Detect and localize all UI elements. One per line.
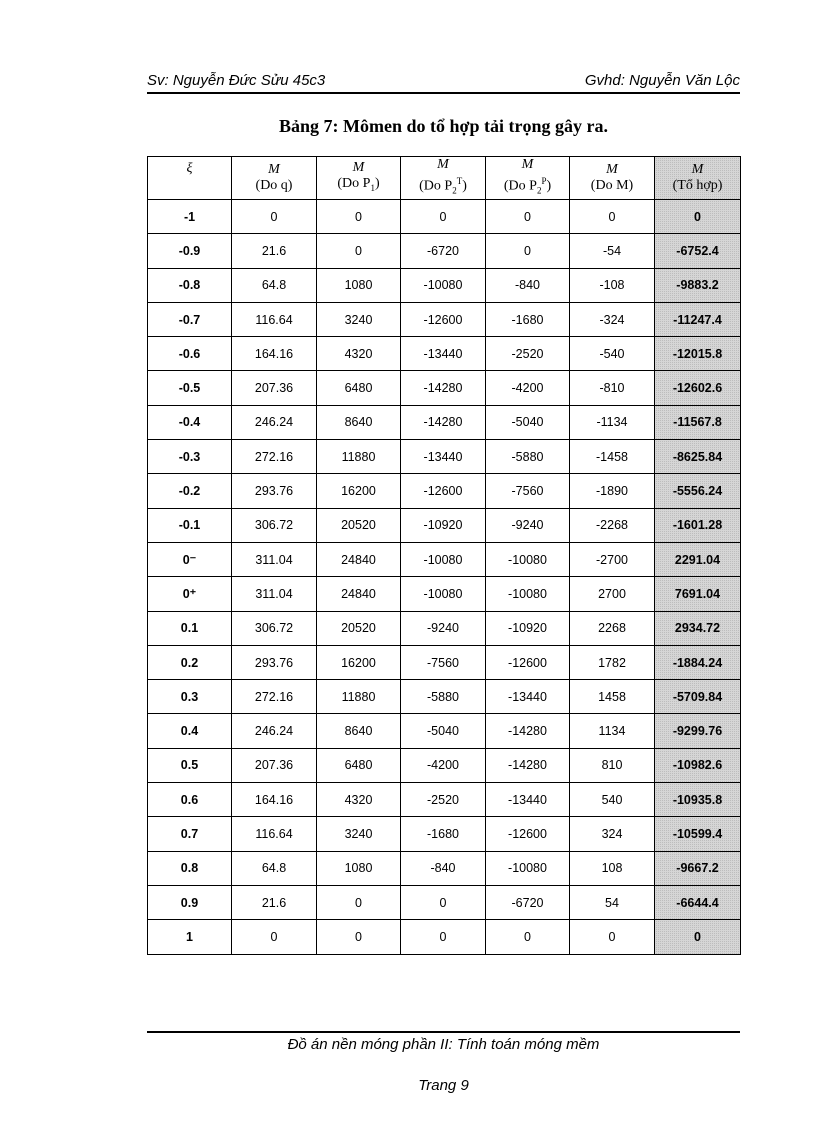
cell-p2p: -4200 (486, 371, 570, 405)
cell-p2t: -5880 (401, 680, 486, 714)
cell-p2p: -14280 (486, 714, 570, 748)
cell-combined: -11567.8 (655, 405, 741, 439)
col-label-sub: 1 (370, 182, 375, 193)
cell-combined: -12602.6 (655, 371, 741, 405)
cell-q: 246.24 (232, 714, 317, 748)
cell-xi: 0.2 (148, 645, 232, 679)
cell-m: -1134 (570, 405, 655, 439)
col-label-sub: 2 (452, 185, 457, 196)
col-label-pre: (Do P (503, 178, 537, 194)
footer-rule (147, 1031, 740, 1033)
cell-combined: 0 (655, 200, 741, 234)
col-header-p1 (317, 157, 401, 200)
cell-combined: -1884.24 (655, 645, 741, 679)
table-row (148, 405, 741, 439)
cell-combined: 7691.04 (655, 577, 741, 611)
cell-p2t: -10080 (401, 268, 486, 302)
col-symbol: M (352, 160, 365, 176)
cell-q: 164.16 (232, 337, 317, 371)
cell-p1: 3240 (317, 817, 401, 851)
cell-m: 540 (570, 783, 655, 817)
cell-p2p: -13440 (486, 680, 570, 714)
cell-p2p: -12600 (486, 645, 570, 679)
cell-m: 810 (570, 748, 655, 782)
table-row (148, 577, 741, 611)
col-label: (Do M) (590, 178, 634, 193)
cell-xi: 0.7 (148, 817, 232, 851)
cell-p1: 11880 (317, 440, 401, 474)
table-row (148, 542, 741, 576)
table-row (148, 234, 741, 268)
cell-p2p: -10920 (486, 611, 570, 645)
cell-combined: -6752.4 (655, 234, 741, 268)
cell-p2t: -10080 (401, 577, 486, 611)
cell-p2p: -10080 (486, 577, 570, 611)
cell-xi: -0.8 (148, 268, 232, 302)
cell-m: 0 (570, 920, 655, 954)
cell-xi: 0.3 (148, 680, 232, 714)
table-row (148, 680, 741, 714)
cell-xi: -1 (148, 200, 232, 234)
cell-xi: -0.2 (148, 474, 232, 508)
cell-p2t: -13440 (401, 440, 486, 474)
table-row (148, 474, 741, 508)
cell-p2p: -10080 (486, 851, 570, 885)
cell-p2t: -13440 (401, 337, 486, 371)
cell-q: 21.6 (232, 234, 317, 268)
cell-p1: 3240 (317, 302, 401, 336)
cell-p1: 0 (317, 885, 401, 919)
cell-p2p: -1680 (486, 302, 570, 336)
table-row (148, 714, 741, 748)
cell-xi: -0.4 (148, 405, 232, 439)
cell-p2p: 0 (486, 200, 570, 234)
cell-q: 64.8 (232, 851, 317, 885)
cell-p1: 0 (317, 234, 401, 268)
page-header (147, 72, 740, 92)
table-row (148, 268, 741, 302)
cell-p2t: -7560 (401, 645, 486, 679)
cell-combined: -5556.24 (655, 474, 741, 508)
cell-combined: -10599.4 (655, 817, 741, 851)
cell-p1: 20520 (317, 508, 401, 542)
cell-m: 1782 (570, 645, 655, 679)
cell-p2t: -12600 (401, 474, 486, 508)
cell-m: -1458 (570, 440, 655, 474)
cell-q: 116.64 (232, 817, 317, 851)
table-row (148, 783, 741, 817)
cell-combined: -10982.6 (655, 748, 741, 782)
col-symbol: ξ (186, 161, 193, 176)
cell-p2t: 0 (401, 885, 486, 919)
table-row (148, 371, 741, 405)
col-header-combined (655, 157, 741, 200)
cell-xi: 0⁺ (148, 577, 232, 611)
cell-combined: -6644.4 (655, 885, 741, 919)
cell-q: 246.24 (232, 405, 317, 439)
cell-xi: -0.3 (148, 440, 232, 474)
cell-combined: 0 (655, 920, 741, 954)
table-row (148, 817, 741, 851)
cell-xi: -0.5 (148, 371, 232, 405)
cell-p2t: -5040 (401, 714, 486, 748)
cell-p1: 0 (317, 200, 401, 234)
table-row (148, 885, 741, 919)
col-label-pre: (Do P (337, 176, 371, 192)
cell-p2p: 0 (486, 920, 570, 954)
cell-p2t: -1680 (401, 817, 486, 851)
cell-m: -2268 (570, 508, 655, 542)
table-title: Bảng 7: Mômen do tổ hợp tải trọng gây ra. (279, 116, 608, 136)
cell-combined: -5709.84 (655, 680, 741, 714)
cell-p2t: -12600 (401, 302, 486, 336)
cell-p1: 24840 (317, 577, 401, 611)
cell-q: 272.16 (232, 440, 317, 474)
cell-m: -540 (570, 337, 655, 371)
table-row (148, 920, 741, 954)
moment-table (147, 156, 741, 955)
cell-combined: 2291.04 (655, 542, 741, 576)
cell-m: -810 (570, 371, 655, 405)
cell-m: 324 (570, 817, 655, 851)
cell-combined: -9299.76 (655, 714, 741, 748)
cell-p2t: -14280 (401, 405, 486, 439)
cell-m: 0 (570, 200, 655, 234)
cell-m: -108 (570, 268, 655, 302)
col-header-q (232, 157, 317, 200)
page-number: Trang 9 (418, 1077, 469, 1094)
student-name: Sv: Nguyễn Đức Sửu 45c3 (147, 72, 326, 89)
cell-m: 2700 (570, 577, 655, 611)
col-label-post: ) (462, 178, 467, 194)
table-row (148, 302, 741, 336)
cell-q: 0 (232, 920, 317, 954)
cell-xi: 0.4 (148, 714, 232, 748)
cell-p2p: -2520 (486, 337, 570, 371)
table-row (148, 645, 741, 679)
cell-combined: -8625.84 (655, 440, 741, 474)
cell-q: 311.04 (232, 542, 317, 576)
col-symbol: M (521, 157, 534, 173)
cell-p1: 4320 (317, 337, 401, 371)
cell-p2p: -5040 (486, 405, 570, 439)
col-header-p2p (486, 157, 570, 200)
cell-xi: 0⁻ (148, 542, 232, 576)
cell-m: 2268 (570, 611, 655, 645)
cell-xi: -0.6 (148, 337, 232, 371)
cell-p2p: -12600 (486, 817, 570, 851)
col-symbol: M (437, 157, 449, 173)
cell-combined: -1601.28 (655, 508, 741, 542)
cell-m: -54 (570, 234, 655, 268)
cell-p2p: 0 (486, 234, 570, 268)
col-header-xi (148, 157, 232, 200)
cell-p2p: -13440 (486, 783, 570, 817)
cell-q: 64.8 (232, 268, 317, 302)
cell-p2p: -10080 (486, 542, 570, 576)
cell-p2p: -840 (486, 268, 570, 302)
cell-q: 293.76 (232, 645, 317, 679)
col-symbol: M (691, 162, 704, 177)
cell-p1: 8640 (317, 405, 401, 439)
cell-p1: 1080 (317, 268, 401, 302)
cell-m: 108 (570, 851, 655, 885)
col-label-sub: 2 (536, 185, 542, 196)
table-row (148, 851, 741, 885)
cell-p1: 11880 (317, 680, 401, 714)
table-body (148, 200, 741, 955)
cell-xi: 0.6 (148, 783, 232, 817)
cell-q: 272.16 (232, 680, 317, 714)
cell-q: 306.72 (232, 611, 317, 645)
cell-q: 164.16 (232, 783, 317, 817)
cell-p1: 20520 (317, 611, 401, 645)
table-row (148, 200, 741, 234)
col-header-p2t (401, 157, 486, 200)
cell-combined: 2934.72 (655, 611, 741, 645)
header-rule (147, 92, 740, 94)
col-label-post: ) (546, 178, 552, 194)
col-header-m (570, 157, 655, 200)
cell-q: 0 (232, 200, 317, 234)
cell-xi: -0.7 (148, 302, 232, 336)
cell-p2p: -6720 (486, 885, 570, 919)
cell-q: 207.36 (232, 748, 317, 782)
cell-q: 21.6 (232, 885, 317, 919)
cell-m: -324 (570, 302, 655, 336)
cell-xi: -0.1 (148, 508, 232, 542)
cell-q: 306.72 (232, 508, 317, 542)
cell-p1: 0 (317, 920, 401, 954)
cell-p2t: -2520 (401, 783, 486, 817)
col-label-sup: P (541, 176, 547, 187)
cell-combined: -10935.8 (655, 783, 741, 817)
supervisor-name: Gvhd: Nguyễn Văn Lộc (584, 72, 740, 89)
cell-p2t: -10080 (401, 542, 486, 576)
cell-p2t: 0 (401, 920, 486, 954)
cell-combined: -12015.8 (655, 337, 741, 371)
cell-p1: 6480 (317, 748, 401, 782)
col-label-post: ) (374, 176, 380, 192)
cell-p2t: -9240 (401, 611, 486, 645)
cell-q: 293.76 (232, 474, 317, 508)
cell-p1: 8640 (317, 714, 401, 748)
table-row (148, 337, 741, 371)
cell-combined: -9883.2 (655, 268, 741, 302)
cell-xi: 0.9 (148, 885, 232, 919)
cell-m: 1134 (570, 714, 655, 748)
col-label: (Tổ hợp) (672, 178, 723, 193)
cell-p2p: -5880 (486, 440, 570, 474)
cell-p2t: 0 (401, 200, 486, 234)
col-label-sup: T (456, 176, 463, 187)
col-symbol: M (268, 162, 280, 177)
col-symbol: M (606, 162, 618, 177)
cell-p1: 1080 (317, 851, 401, 885)
cell-xi: 1 (148, 920, 232, 954)
col-label-pre: (Do P (419, 178, 453, 194)
cell-q: 311.04 (232, 577, 317, 611)
cell-m: 1458 (570, 680, 655, 714)
cell-m: -1890 (570, 474, 655, 508)
cell-p2t: -10920 (401, 508, 486, 542)
cell-xi: 0.1 (148, 611, 232, 645)
cell-xi: 0.5 (148, 748, 232, 782)
cell-p2t: -6720 (401, 234, 486, 268)
cell-m: 54 (570, 885, 655, 919)
cell-q: 207.36 (232, 371, 317, 405)
cell-p1: 6480 (317, 371, 401, 405)
cell-m: -2700 (570, 542, 655, 576)
cell-xi: 0.8 (148, 851, 232, 885)
cell-p1: 24840 (317, 542, 401, 576)
cell-p1: 4320 (317, 783, 401, 817)
cell-q: 116.64 (232, 302, 317, 336)
col-label: (Do q) (255, 178, 293, 193)
cell-p2p: -14280 (486, 748, 570, 782)
cell-combined: -9667.2 (655, 851, 741, 885)
cell-p2t: -840 (401, 851, 486, 885)
cell-xi: -0.9 (148, 234, 232, 268)
footer-text: Đồ án nền móng phần II: Tính toán móng mềm (287, 1036, 600, 1053)
table-row (148, 748, 741, 782)
cell-p2p: -7560 (486, 474, 570, 508)
cell-p2p: -9240 (486, 508, 570, 542)
table-row (148, 508, 741, 542)
cell-p1: 16200 (317, 645, 401, 679)
cell-p2t: -14280 (401, 371, 486, 405)
table-header-row (148, 157, 741, 200)
table-row (148, 440, 741, 474)
table-row (148, 611, 741, 645)
cell-combined: -11247.4 (655, 302, 741, 336)
cell-p1: 16200 (317, 474, 401, 508)
cell-p2t: -4200 (401, 748, 486, 782)
